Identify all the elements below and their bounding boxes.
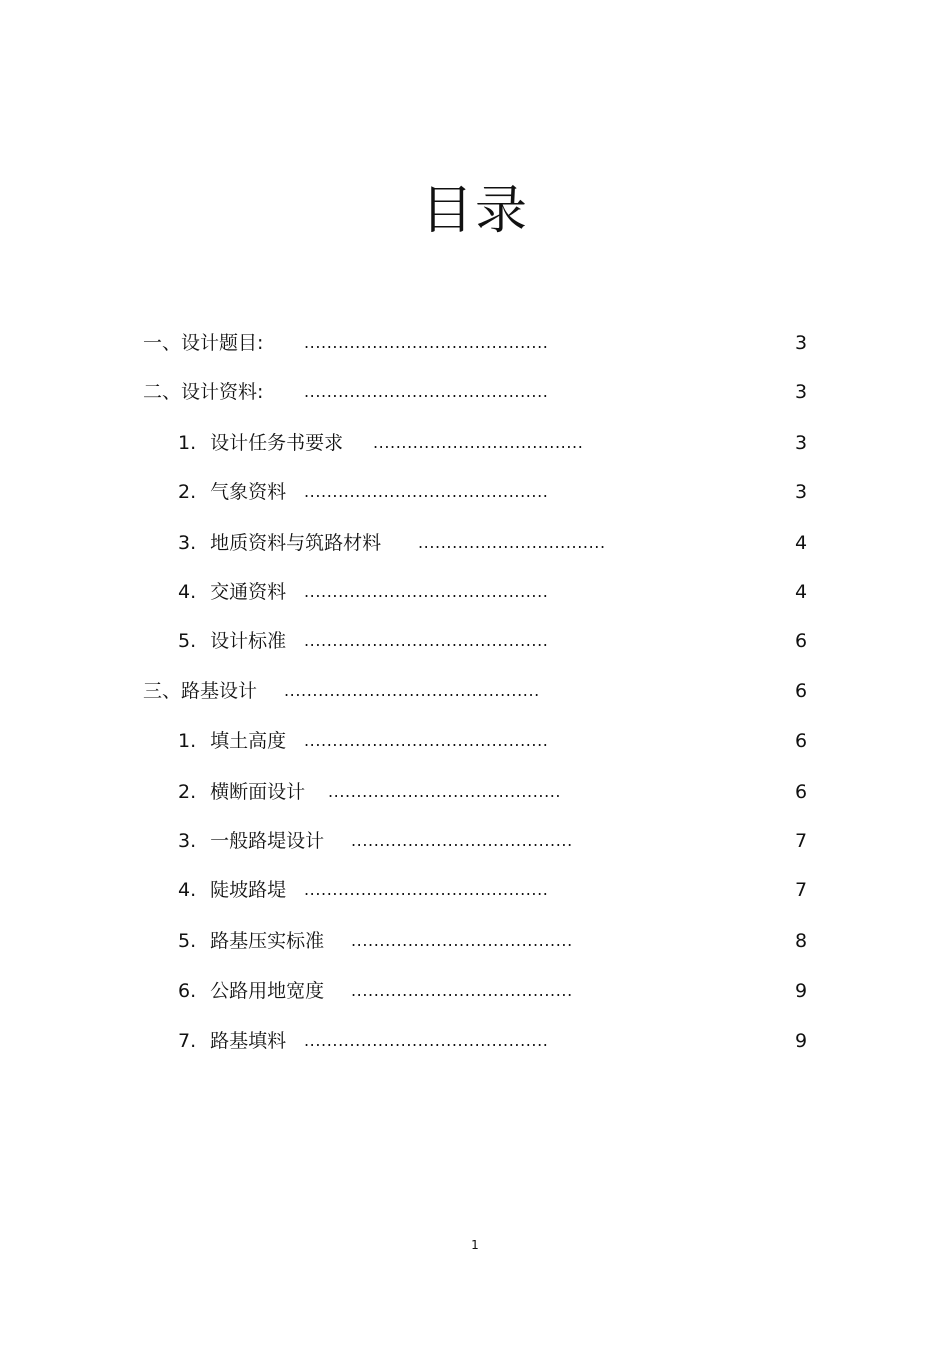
toc-entry-number: 4. xyxy=(178,581,197,603)
toc-entry[interactable] xyxy=(0,626,950,656)
toc-entry-page: 3 xyxy=(794,332,808,354)
toc-entry-page: 7 xyxy=(794,830,808,852)
toc-entry[interactable] xyxy=(0,777,950,807)
toc-entry-page: 3 xyxy=(794,381,808,403)
toc-entry-label xyxy=(178,577,286,607)
toc-entry[interactable] xyxy=(0,477,950,507)
toc-entry-page: 4 xyxy=(794,581,808,603)
toc-entry[interactable] xyxy=(0,726,950,756)
toc-entry-label xyxy=(143,676,257,706)
toc-entry-page: 7 xyxy=(794,879,808,901)
toc-entry-text: 横断面设计 xyxy=(210,781,306,803)
toc-entry-page: 6 xyxy=(794,680,808,702)
toc-entry-label xyxy=(178,528,381,558)
toc-entry-label xyxy=(178,626,286,656)
toc-entry[interactable] xyxy=(0,328,950,358)
toc-entry-number: 2. xyxy=(178,481,197,503)
toc-entry-number: 4. xyxy=(178,879,197,901)
toc-entry-page: 6 xyxy=(794,630,808,652)
toc-entry-page: 3 xyxy=(794,432,808,454)
toc-entry-label xyxy=(178,726,286,756)
toc-entry-leader: ................................. xyxy=(418,533,606,552)
toc-entry[interactable] xyxy=(0,976,950,1006)
toc-entry[interactable] xyxy=(0,577,950,607)
toc-entry-leader: ........................................... xyxy=(304,482,549,501)
toc-entry[interactable] xyxy=(0,676,950,706)
toc-entry-leader: ....................................... xyxy=(351,931,573,950)
toc-entry-page: 9 xyxy=(794,980,808,1002)
toc-entry-number: 7. xyxy=(178,1030,197,1052)
toc-entry-leader: ........................................... xyxy=(304,582,549,601)
toc-entry-text: 气象资料 xyxy=(210,481,287,503)
toc-entry[interactable] xyxy=(0,875,950,905)
toc-entry-leader: ........................................... xyxy=(304,382,549,401)
toc-entry-leader: ....................................... xyxy=(351,831,573,850)
toc-entry-text: 二、设计资料: xyxy=(143,381,264,403)
toc-entry-leader: ..................................... xyxy=(373,433,584,452)
toc-entry-number: 2. xyxy=(178,781,197,803)
toc-entry-text: 一、设计题目: xyxy=(143,332,264,354)
toc-entry-label xyxy=(178,875,286,905)
toc-entry[interactable] xyxy=(0,528,950,558)
toc-entry-label xyxy=(143,377,263,407)
toc-entry[interactable] xyxy=(0,377,950,407)
toc-entry-number: 1. xyxy=(178,432,197,454)
toc-entry-label xyxy=(178,428,343,458)
toc-entry-leader: ........................................... xyxy=(304,333,549,352)
toc-entry-number: 1. xyxy=(178,730,197,752)
toc-entry-text: 设计标准 xyxy=(210,630,287,652)
toc-entry-text: 三、路基设计 xyxy=(143,680,258,702)
toc-entry-text: 一般路堤设计 xyxy=(210,830,325,852)
toc-entry-leader: ........................................... xyxy=(304,1031,549,1050)
toc-entry-label xyxy=(178,826,324,856)
toc-entry-leader: ........................................... xyxy=(304,631,549,650)
toc-entry-page: 4 xyxy=(794,532,808,554)
toc-entry-number: 3. xyxy=(178,830,197,852)
toc-entry-leader: ........................................... xyxy=(304,731,549,750)
toc-entry-label xyxy=(178,926,324,956)
toc-entry-leader: ......................................... xyxy=(328,782,562,801)
toc-entry-page: 6 xyxy=(794,730,808,752)
toc-entry-number: 6. xyxy=(178,980,197,1002)
toc-entry-leader: ....................................... xyxy=(351,981,573,1000)
page-title: 目录 xyxy=(420,181,529,241)
toc-entry-label xyxy=(178,1026,286,1056)
toc-entry-label xyxy=(178,477,286,507)
toc-entry-text: 设计任务书要求 xyxy=(210,432,344,454)
toc-entry-label xyxy=(178,777,305,807)
toc-entry-label xyxy=(178,976,324,1006)
toc-entry-leader: ........................................... xyxy=(304,880,549,899)
toc-entry-text: 地质资料与筑路材料 xyxy=(210,532,382,554)
toc-entry-number: 3. xyxy=(178,532,197,554)
toc-entry-text: 填土高度 xyxy=(210,730,287,752)
toc-entry-text: 交通资料 xyxy=(210,581,287,603)
toc-entry[interactable] xyxy=(0,1026,950,1056)
toc-entry-label xyxy=(143,328,263,358)
toc-entry-text: 路基填料 xyxy=(210,1030,287,1052)
toc-entry-text: 公路用地宽度 xyxy=(210,980,325,1002)
toc-entry[interactable] xyxy=(0,926,950,956)
toc-entry-page: 3 xyxy=(794,481,808,503)
toc-entry[interactable] xyxy=(0,826,950,856)
toc-entry-page: 8 xyxy=(794,930,808,952)
toc-entry-page: 6 xyxy=(794,781,808,803)
toc-entry-page: 9 xyxy=(794,1030,808,1052)
toc-entry-text: 路基压实标准 xyxy=(210,930,325,952)
toc-entry-number: 5. xyxy=(178,930,197,952)
page-number: 1 xyxy=(471,1238,479,1252)
toc-entry-number: 5. xyxy=(178,630,197,652)
toc-entry[interactable] xyxy=(0,428,950,458)
toc-entry-text: 陡坡路堤 xyxy=(210,879,287,901)
toc-entry-leader: ............................................. xyxy=(284,681,540,700)
